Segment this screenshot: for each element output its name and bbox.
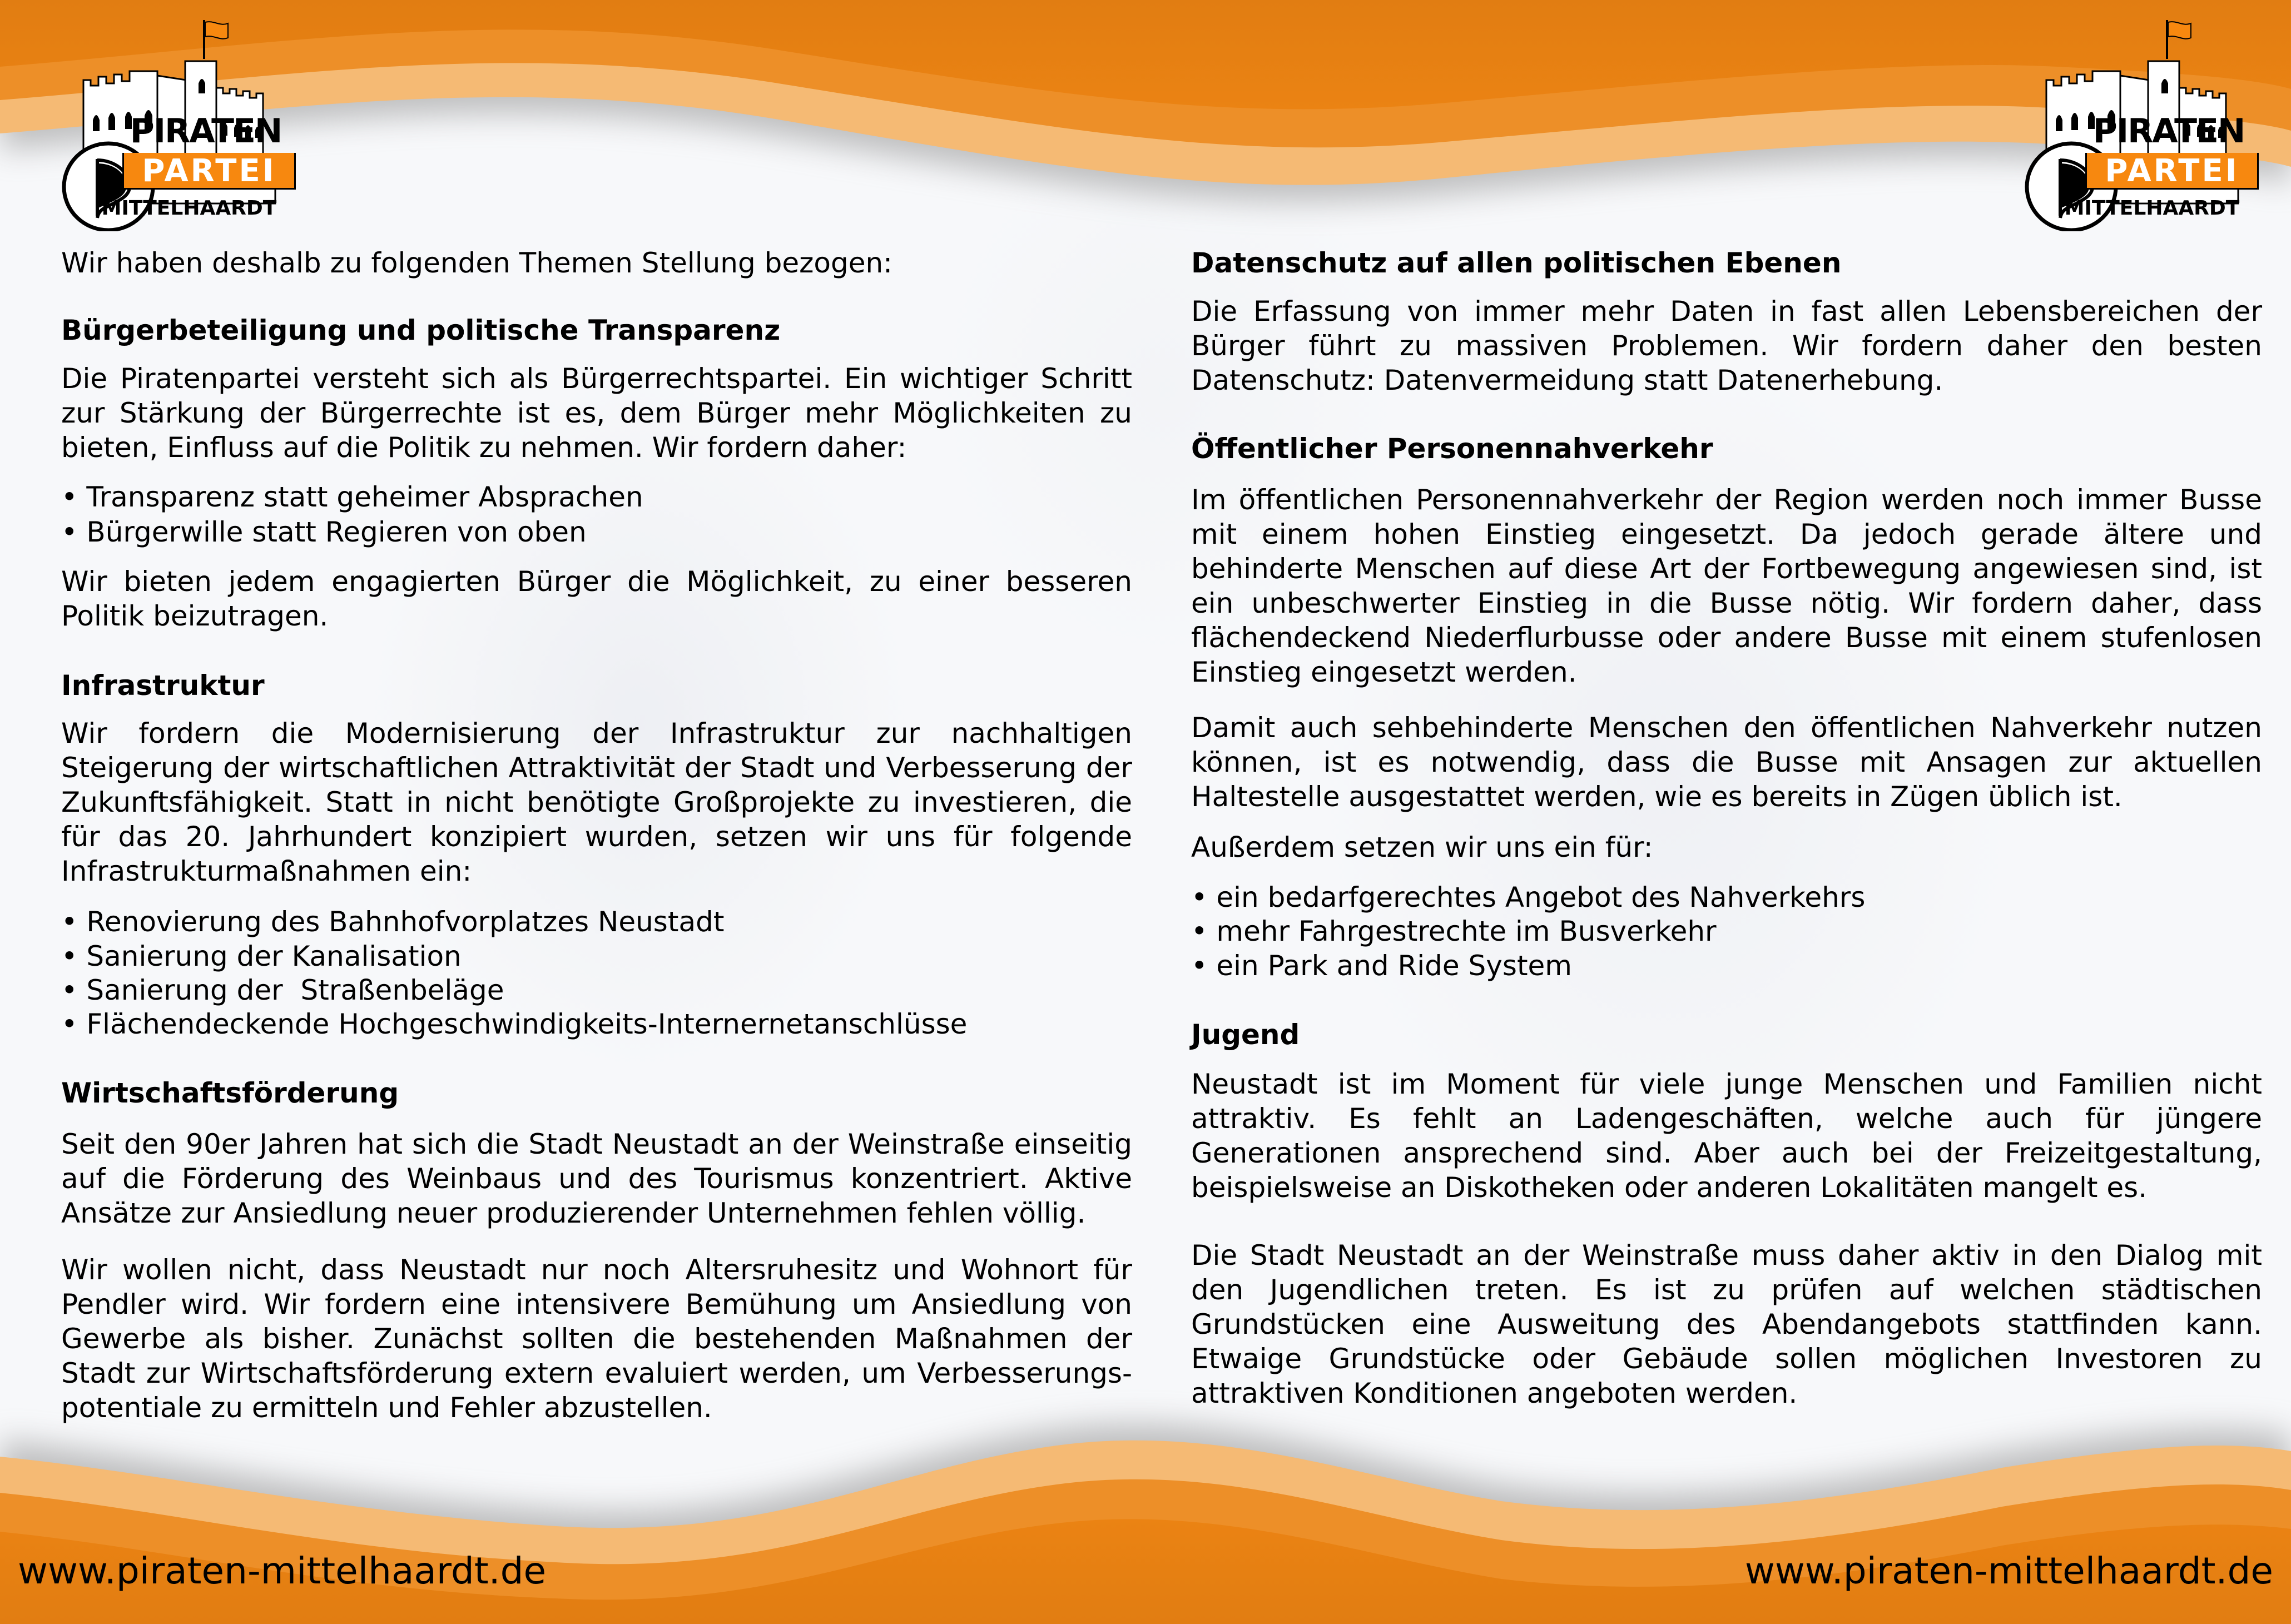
footer-website-link-right[interactable]: www.piraten-mittelhaardt.de (1744, 1549, 2273, 1592)
bullet-item: • mehr Fahrgestrechte im Busverkehr (1191, 915, 1717, 947)
section-paragraph: Die Stadt Neustadt an der Weinstraße muss daher aktiv in den Dialog mit den Jugendlichen treten. Es ist zu prüfen auf welchen städtischen Grundstücken eine Ausweitung des Abendangebots stattfinden kann. Etwaige Grundstücke oder Gebäude sollen möglichen Investoren zu attraktiven Konditionen angeboten werden. (1191, 1239, 2262, 1409)
logo-piraten-text: PIRATEN (130, 112, 282, 151)
bullet-item: • ein Park and Ride System (1191, 950, 1573, 982)
bullet-item: • Renovierung des Bahnhofvorplatzes Neustadt (61, 906, 725, 938)
logo-partei-text: PARTEI (122, 153, 296, 190)
section-paragraph: Seit den 90er Jahren hat sich die Stadt Neustadt an der Weinstraße einseitig auf die Förderung des Weinbaus und des Tourismus konzentriert. Aktive Ansätze zur Ansiedlung neuer produzierender Unternehmen fehlen völlig. (61, 1128, 1132, 1229)
section-paragraph: Wir fordern die Modernisierung der Infrastruktur zur nachhaltigen Steigerung der wirtschaftlichen Attraktivität der Stadt und Verbesserung der Zukunftsfähigkeit. Statt in nicht benötigte Großprojekte zu investieren, die für das 20. Jahrhundert konzipiert wurden, setzen wir uns für folgende Infrastrukturmaßnahmen ein: (61, 717, 1132, 887)
section-heading-infrastruktur: Infrastruktur (61, 669, 265, 702)
bullet-item: • ein bedarfgerechtes Angebot des Nahverkehrs (1191, 881, 1866, 913)
logo-piraten-text: PIRATEN (2092, 112, 2245, 151)
logo-region-text: MITTELHAARDT (2064, 197, 2240, 220)
flag-icon (2168, 22, 2191, 39)
section-heading-jugend: Jugend (1191, 1019, 1300, 1051)
section-paragraph: Wir bieten jedem engagierten Bürger die Möglichkeit, zu einer besseren Politik beizutragen. (61, 565, 1132, 632)
logo-partei-text: PARTEI (2085, 153, 2259, 190)
section-heading-datenschutz: Datenschutz auf allen politischen Ebenen (1191, 247, 1842, 279)
footer-website-link-left[interactable]: www.piraten-mittelhaardt.de (18, 1549, 547, 1592)
section-paragraph: Die Piratenpartei versteht sich als Bürgerrechtspartei. Ein wichtiger Schritt zur Stärkung der Bürgerrechte ist es, dem Bürger mehr Möglichkeiten zu bieten, Einfluss auf die Politik zu nehmen. Wir fordern daher: (61, 362, 1132, 464)
intro-text: Wir haben deshalb zu folgenden Themen Stellung bezogen: (61, 247, 892, 279)
section-heading-wirtschaftsfoerderung: Wirtschaftsförderung (61, 1077, 399, 1109)
section-heading-oepnv: Öffentlicher Personennahverkehr (1191, 433, 1713, 465)
section-paragraph: Außerdem setzen wir uns ein für: (1191, 831, 1653, 863)
bullet-item: • Flächendeckende Hochgeschwindigkeits-Internernetanschlüsse (61, 1008, 968, 1040)
bullet-item: • Sanierung der Kanalisation (61, 940, 462, 972)
bullet-item: • Bürgerwille statt Regieren von oben (61, 516, 587, 548)
section-heading-buergerbeteiligung: Bürgerbeteiligung und politische Transparenz (61, 314, 781, 346)
section-paragraph: Neustadt ist im Moment für viele junge Menschen und Familien nicht attraktiv. Es fehlt an Ladengeschäften, welche auch für jüngere Generationen ansprechend sind. Aber auch bei der Freizeitgestaltung, beispielsweise an Diskotheken oder anderen Lokalitäten mangelt es. (1191, 1068, 2262, 1204)
section-paragraph: Wir wollen nicht, dass Neustadt nur noch Altersruhesitz und Wohnort für Pendler wird. Wir fordern eine intensivere Bemühung um Ansiedlung von Gewerbe als bisher. Zunächst sollten die bestehenden Maßnahmen der Stadt zur Wirtschaftsförderung extern evaluiert werden, um Verbesserungspotentiale zu ermitteln und Fehler abzustellen. (61, 1254, 1132, 1424)
section-paragraph: Im öffentlichen Personennahverkehr der Region werden noch immer Busse mit einem hohen Einstieg eingesetzt. Da jedoch gerade ältere und behinderte Menschen auf diese Art der Fortbewegung angewiesen sind, ist ein unbeschwerter Einstieg in die Busse nötig. Wir fordern daher, dass flächendeckend Niederflurbusse oder andere Busse mit einem stufenlosen Einstieg eingesetzt werden. (1191, 484, 2262, 688)
bullet-item: • Sanierung der Straßenbeläge (61, 974, 504, 1006)
section-paragraph: Die Erfassung von immer mehr Daten in fast allen Lebensbereichen der Bürger führt zu massiven Problemen. Wir fordern daher den besten Datenschutz: Datenvermeidung statt Datenerhebung. (1191, 295, 2262, 396)
logo-region-text: MITTELHAARDT (101, 197, 277, 220)
flag-icon (205, 22, 228, 39)
section-paragraph: Damit auch sehbehinderte Menschen den öffentlichen Nahverkehr nutzen können, ist es notwendig, dass die Busse mit Ansagen zur aktuellen Haltestelle ausgestattet werden, wie es bereits in Zügen üblich ist. (1191, 712, 2262, 813)
bullet-item: • Transparenz statt geheimer Absprachen (61, 481, 643, 513)
